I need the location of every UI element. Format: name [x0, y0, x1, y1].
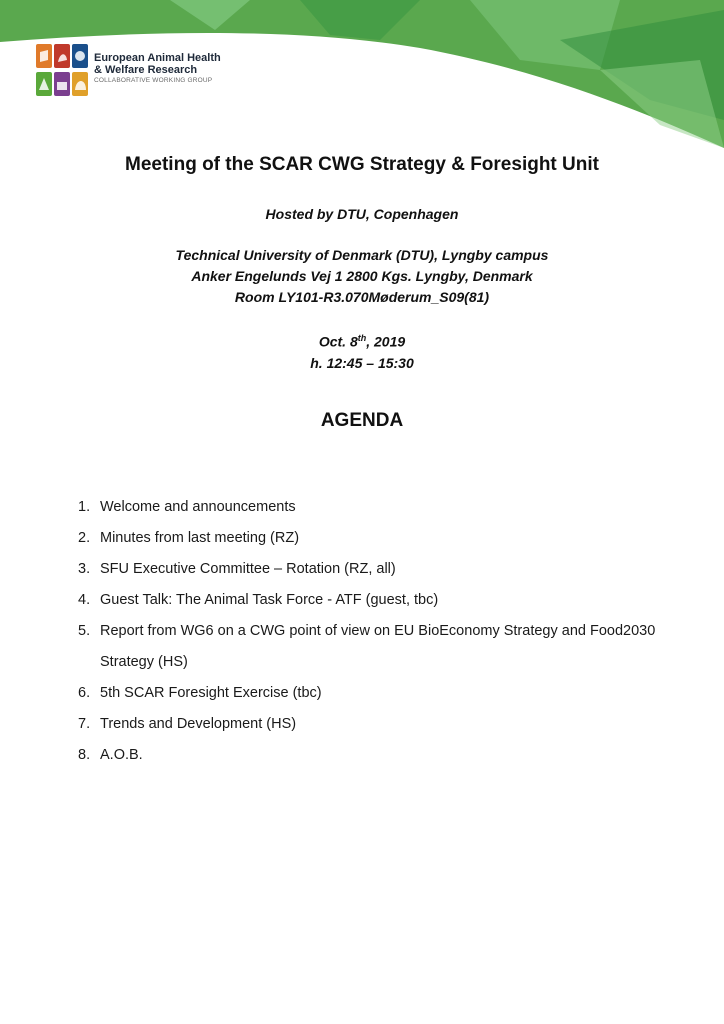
agenda-item-number: 2.: [78, 530, 91, 546]
date-time-block: [0, 328, 724, 374]
date-ordinal: th: [357, 333, 367, 343]
agenda-item-text: Welcome and announcements: [100, 499, 296, 515]
agenda-item: [78, 492, 678, 523]
agenda-item: [78, 740, 678, 771]
agenda-list: [78, 492, 678, 771]
agenda-item-number: 8.: [78, 747, 91, 763]
logo-line-2: & Welfare Research: [94, 64, 198, 76]
agenda-item-number: 5.: [78, 623, 91, 639]
agenda-item: [78, 523, 678, 554]
meeting-title: Meeting of the SCAR CWG Strategy & Foresight Unit: [125, 154, 599, 175]
agenda-item: [78, 585, 678, 616]
agenda-item-number: 4.: [78, 592, 91, 608]
agenda-item-text: Minutes from last meeting (RZ): [100, 530, 300, 546]
venue-line-2: Anker Engelunds Vej 1 2800 Kgs. Lyngby, Denmark: [191, 268, 533, 284]
venue-line-3: Room LY101-R3.070Møderum_S09(81): [234, 289, 490, 305]
agenda-item-number: 7.: [78, 716, 91, 732]
organization-logo: [36, 44, 236, 102]
agenda-item: [78, 554, 678, 585]
agenda-item-text: Report from WG6 on a CWG point of view on EU BioEconomy Strategy and Food2030 Strategy (HS): [100, 623, 656, 670]
hosted-by-text: Hosted by DTU, Copenhagen: [265, 206, 459, 222]
date-day: Oct. 8: [318, 333, 358, 350]
meeting-time: h. 12:45 – 15:30: [310, 354, 414, 371]
agenda-item: [78, 678, 678, 709]
meeting-date: [0, 328, 724, 353]
date-year: , 2019: [366, 333, 406, 350]
hosted-by: [0, 204, 724, 225]
agenda-item-number: 3.: [78, 561, 91, 577]
agenda-item-text: A.O.B.: [100, 747, 143, 763]
logo-line-1: European Animal Health: [94, 52, 221, 64]
agenda-item-text: SFU Executive Committee – Rotation (RZ, all): [100, 561, 396, 577]
agenda-item: [78, 709, 678, 740]
venue-block: [0, 245, 724, 308]
venue-line-1: Technical University of Denmark (DTU), Lyngby campus: [175, 247, 549, 263]
agenda-item-text: Guest Talk: The Animal Task Force - ATF (guest, tbc): [100, 592, 439, 608]
agenda-item: [78, 616, 678, 678]
logo-subtitle: COLLABORATIVE WORKING GROUP: [94, 77, 213, 84]
agenda-item-text: 5th SCAR Foresight Exercise (tbc): [100, 685, 322, 701]
agenda-item-text: Trends and Development (HS): [100, 716, 297, 732]
animal-logo-icon: [36, 44, 90, 98]
agenda-heading: AGENDA: [320, 410, 404, 431]
agenda-item-number: 6.: [78, 685, 91, 701]
agenda-item-number: 1.: [78, 499, 91, 515]
